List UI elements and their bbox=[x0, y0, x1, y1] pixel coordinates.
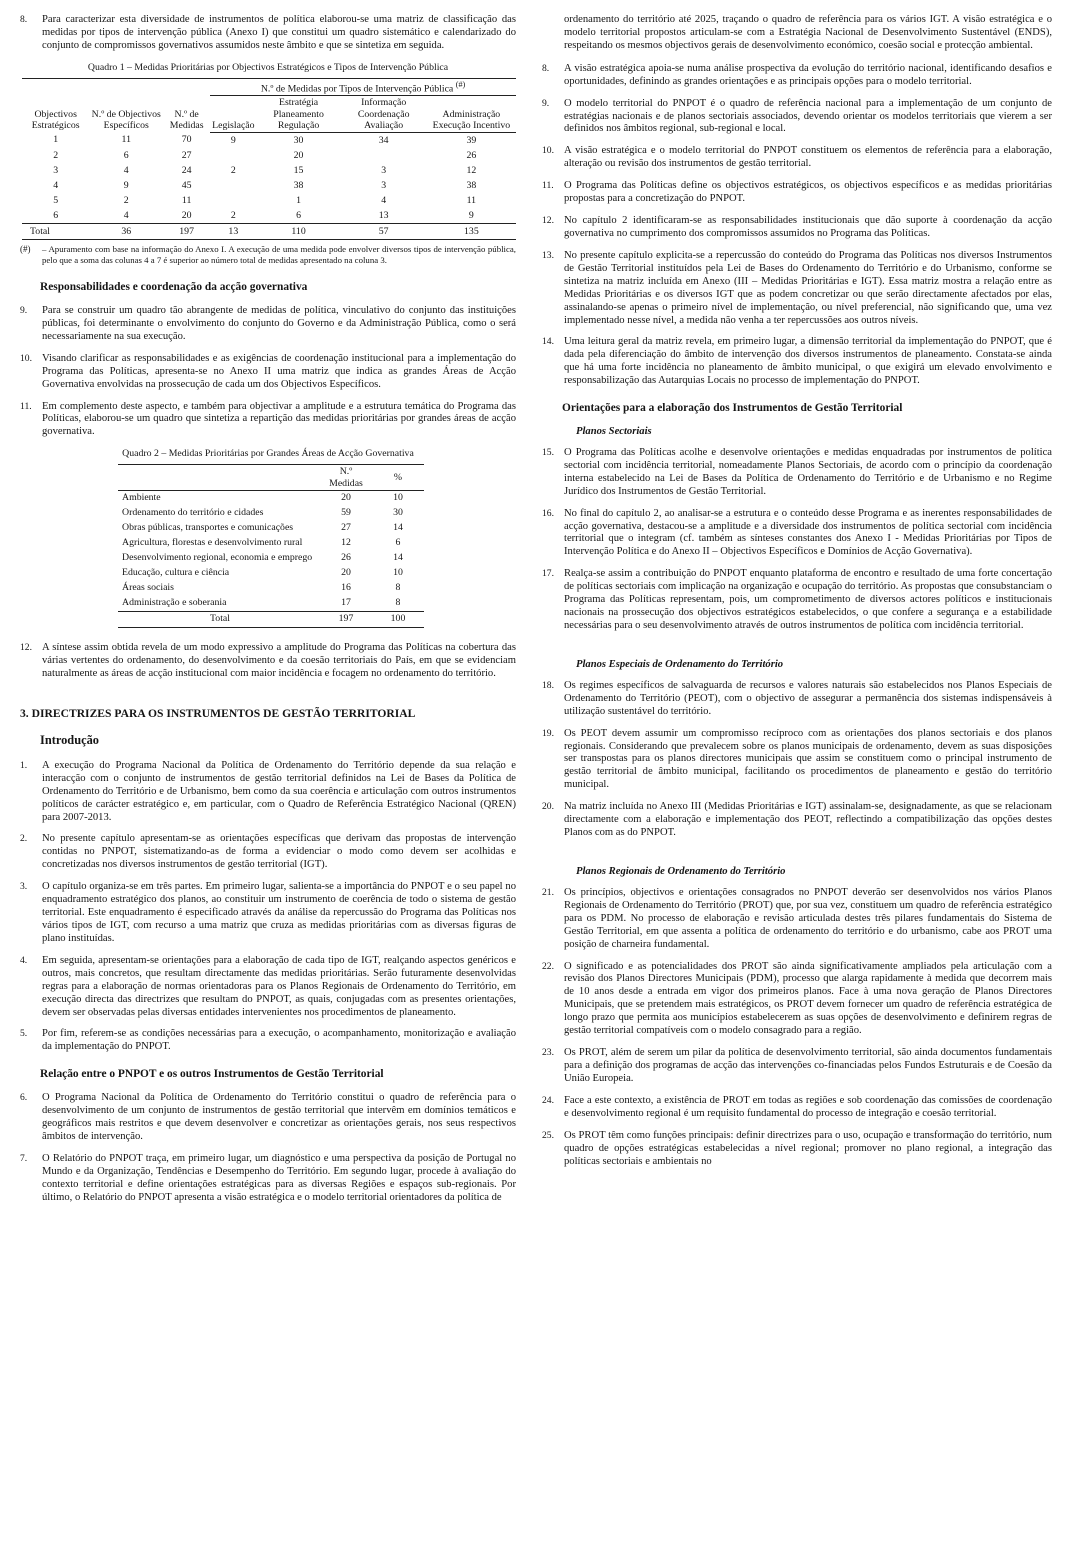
paragraph-10 bbox=[542, 145, 1052, 171]
table-row bbox=[118, 521, 424, 536]
paragraph-number: 8. bbox=[20, 14, 28, 25]
col-header-informacao: Informação Coordenação Avaliação bbox=[341, 96, 427, 133]
paragraph-text: A visão estratégica e o modelo territorial do PNPOT constituem os elementos de referência para a elaboração, alteração ou revisão dos instrumentos de gestão territorial. bbox=[564, 145, 1052, 170]
paragraph-number: 10. bbox=[542, 145, 554, 157]
table-cell-obj: 6 bbox=[53, 209, 59, 221]
paragraph-text: A visão estratégica apoia-se numa análise prospectiva da evolução do território nacional, identificando desafios e oportunidades, definindo as grandes orientações e as principais opções para o modelo territorial. bbox=[564, 62, 1052, 87]
table-cell-inf: 34 bbox=[378, 134, 389, 146]
paragraph-text: Realça-se assim a contribuição do PNPOT enquanto plataforma de encontro e resultado de uma forte concertação de políticas sectoriais com implicação na organização e ocupação do território. As propostas que consubstanciam o Programa das Políticas representam, pois, um comprometimento de diversos actores políticos e institucionais nacionais na prossecução dos objectivos estratégicos estabelecidos, o que confere a segurança e a estabilidade necessárias para o seu desenvolvimento através de outros instrumentos de política com incidência territorial. bbox=[564, 568, 1052, 632]
col-header-n-objectivos: N.º de Objectivos Específicos bbox=[89, 78, 163, 132]
table-total-cell-adm: 135 bbox=[427, 224, 516, 240]
intro-paragraph-1 bbox=[20, 760, 516, 825]
paragraph-20 bbox=[542, 801, 1052, 840]
table-cell-adm: 26 bbox=[466, 149, 477, 161]
paragraph-number: 6. bbox=[20, 1092, 28, 1104]
table-row bbox=[22, 148, 516, 163]
paragraph-8 bbox=[542, 63, 1052, 89]
paragraph-25 bbox=[542, 1130, 1052, 1169]
table-total-n: 197 bbox=[320, 611, 372, 627]
table-total-cell-leg: 13 bbox=[210, 224, 256, 240]
table-cell-area: Obras públicas, transportes e comunicações bbox=[122, 522, 294, 534]
table-cell-pct: 14 bbox=[393, 552, 403, 564]
table-cell-area: Administração e soberania bbox=[122, 597, 227, 609]
table-row bbox=[22, 133, 516, 149]
paragraph-number: 19. bbox=[542, 727, 554, 739]
paragraph-text: O significado e as potencialidades dos PROT são ainda significativamente ampliados pela articulação com a revisão dos Planos Directores Municipais (PDM), processo que alarga rapidamente à medida que decorrem mais de 10 anos desde a entrada em vigor dos primeiros planos. Face à uma nova geração de Planos Directores Municipais, que se pretendem mais estratégicos, os PROT devem fornecer um quadro de referência estratégica de longo prazo que permita aos municípios estabelecerem as suas opções de desenvolvimento e definirem regras de gestão territorial compatíveis com o modelo consagrado para a região. bbox=[564, 960, 1052, 1037]
col-group-header bbox=[210, 78, 516, 96]
paragraph-number: 5. bbox=[20, 1028, 28, 1040]
table-cell-inf bbox=[341, 148, 427, 163]
paragraph-16 bbox=[542, 508, 1052, 560]
paragraph-number: 18. bbox=[542, 679, 554, 691]
paragraph-text: No capítulo 2 identificaram-se as responsabilidades institucionais que dão suporte à coordenação da acção governativa no cumprimento dos compromissos assumidos no Programa das Políticas. bbox=[564, 215, 1052, 239]
table-row bbox=[118, 490, 424, 506]
table-cell-n: 26 bbox=[341, 552, 351, 564]
paragraph-18 bbox=[542, 680, 1052, 719]
paragraph-number: 25. bbox=[542, 1129, 554, 1141]
table-cell-inf: 4 bbox=[381, 194, 387, 206]
paragraph-text: Em complemento deste aspecto, e também para objectivar a amplitude e a estrutura temática do Programa das Políticas, elaborou-se um quadro que sintetiza a repartição das medidas prioritárias por grandes áreas de acção governativa. bbox=[42, 400, 516, 438]
paragraph-text: Em seguida, apresentam-se orientações para a elaboração de cada tipo de IGT, realçando aspectos genéricos e outros, mais concretos, que resultam directamente das medidas prioritárias. Serão futuramente desenvolvidas regras para a elaboração de normas orientadoras para os Planos Regionais de Ordenamento do Território, em execução directa das directrizes que resultam do PNPOT, as quais, conjugadas com as presentes orientações, devem ser observadas pelas diversas entidades intervenientes nos procedimentos de planeamento. bbox=[42, 954, 516, 1018]
table-row bbox=[118, 596, 424, 612]
paragraph-text: A execução do Programa Nacional da Política de Ordenamento do Território depende da sua relação e interacção com o conjunto de instrumentos de gestão territorial definidos na Lei de Bases da Política de Ordenamento do Território e de Urbanismo, bem como da sua coerência e articulação com outros instrumentos políticos de carácter estratégico e, em particular, com o Quadro de Referência Estratégico Nacional (QREN) para 2007-2013. bbox=[42, 759, 516, 823]
table-total-cell-med: 197 bbox=[163, 224, 210, 240]
col-header-n-medidas: N.º de Medidas bbox=[163, 78, 210, 132]
table-total-row bbox=[118, 611, 424, 627]
heading-relacao: Relação entre o PNPOT e os outros Instrumentos de Gestão Territorial bbox=[40, 1068, 384, 1081]
right-column bbox=[542, 14, 1052, 1177]
paragraph-number: 16. bbox=[542, 507, 554, 519]
table-cell-area: Educação, cultura e ciência bbox=[122, 567, 230, 579]
paragraph-text: O Relatório do PNPOT traça, em primeiro lugar, um diagnóstico e uma perspectiva da posição de Portugal no Mundo e da Organização, Tendências e Desempenho do Território. Em segundo lugar, procede à avaliação do contexto territorial e define orientações estratégicas para as diversas Regiões e espaços sub-regionais. Por último, o Relatório do PNPOT apresenta a visão estratégica e o modelo territorial orientadores da política de bbox=[42, 1152, 516, 1203]
paragraph-7-continuation: ordenamento do território até 2025, traçando o quadro de referência para os vários IGT. A visão estratégica e o modelo territorial propostos articulam-se com a Estratégia Nacional de Desenvolvimento Sustentável (ENDS), respeitando os mesmos objectivos gerais de desenvolvimento económico, coesão social e protecção ambiental. bbox=[564, 14, 1052, 51]
paragraph-number: 1. bbox=[20, 759, 28, 771]
paragraph-number: 4. bbox=[20, 954, 28, 966]
note-mark: (#) bbox=[20, 244, 31, 255]
paragraph-24 bbox=[542, 1095, 1052, 1121]
table-cell-esp: 6 bbox=[123, 149, 129, 161]
paragraph-text: O capítulo organiza-se em três partes. Em primeiro lugar, salienta-se a importância do PNPOT e o seu papel no enquadramento estratégico dos planos, ao constituir um instrumento de coerência de todo o sistema de gestão territorial. Este enquadramento é especificado através da análise da repercussão do Programa das Políticas nos vários tipos de IGT, com recurso a uma matriz que cruza as medidas prioritárias com as diversas figuras de plano instituídas. bbox=[42, 881, 516, 944]
subheading-peot: Planos Especiais de Ordenamento do Território bbox=[576, 658, 784, 670]
table-row bbox=[118, 581, 424, 596]
col-header-legislacao: Legislação bbox=[210, 96, 256, 133]
paragraph-12 bbox=[542, 215, 1052, 241]
table-cell-adm: 11 bbox=[466, 194, 477, 206]
paragraph-10 bbox=[20, 353, 516, 392]
paragraph-text: Os princípios, objectivos e orientações consagrados no PNPOT deverão ser desenvolvidos nos vários Planos Regionais de Ordenamento do Território (PROT) que, por sua vez, constituem um quadro de referência estratégico para os PDM. No processo de elaboração e revisão articulada destes três pilares fundamentais do Sistema de Gestão Territorial, em que assenta a política de ordenamento do território e do urbanismo, cabe aos PROT uma posição de charneira fundamental. bbox=[564, 886, 1052, 950]
col-header-estrategia: Estratégia Planeamento Regulação bbox=[257, 96, 341, 133]
paragraph-text: Os PEOT devem assumir um compromisso recíproco com as orientações dos planos sectoriais e dos planos regionais. Considerando que prevalecem sobre os planos municipais de ordenamento, devem as suas disposições ser transpostas para os planos directores municipais que assim se constituem como o principal instrumento de gestão territorial de âmbito municipal, facilitando os procedimentos de planeamento e gestão do território municipal. bbox=[564, 727, 1052, 791]
paragraph-number: 3. bbox=[20, 881, 28, 893]
paragraph-text: Os PROT têm como funções principais: definir directrizes para o uso, ocupação e transformação do território, num quadro de opções estratégicas estabelecidas a nível regional; promover no plano regional, a integração das políticas sectoriais e ambientais no bbox=[564, 1129, 1052, 1167]
intro-paragraph-5 bbox=[20, 1028, 516, 1054]
paragraph-text: Para se construir um quadro tão abrangente de medidas de política, vinculativo do conjunto das instituições públicas, foi determinante o envolvimento do conjunto do Governo e da Administração Pública, como o será necessariamente na sua execução. bbox=[42, 305, 516, 342]
table-cell-pct: 8 bbox=[395, 597, 401, 609]
note-text: – Apuramento com base na informação do Anexo I. A execução de uma medida pode envolver diversos tipos de intervenção pública, pelo que a soma das colunas 4 a 7 é superior ao número total de medidas apresentado na coluna 3. bbox=[42, 244, 516, 265]
paragraph-12 bbox=[20, 642, 516, 681]
paragraph-number: 20. bbox=[542, 801, 554, 813]
paragraph-number: 11. bbox=[20, 400, 32, 412]
table-row bbox=[118, 551, 424, 566]
table-cell-pct: 10 bbox=[393, 567, 403, 579]
table-cell-inf: 3 bbox=[381, 179, 387, 191]
paragraph-text: Na matriz incluída no Anexo III (Medidas Prioritárias e IGT) assinalam-se, designadamente, as que se relacionam directamente com a elaboração e implementação dos PEOT, reflectindo a compatibilização das opções destes Planos com as do PNPOT. bbox=[564, 801, 1052, 839]
paragraph-text: O Programa das Políticas acolhe e desenvolve orientações e medidas enquadradas por instrumentos de política sectorial com incidência territorial, nomeadamente Planos Sectoriais, de acordo com o princípio da coordenação interna estabelecido na Lei de Bases da Política de Ordenamento do Território e de Urbanismo e no Regime Jurídico dos Instrumentos de Gestão Territorial. bbox=[564, 446, 1052, 497]
table-cell-esp: 11 bbox=[121, 134, 131, 146]
paragraph-23 bbox=[542, 1047, 1052, 1086]
table-row bbox=[118, 536, 424, 551]
table-cell-area: Ambiente bbox=[122, 492, 161, 504]
table-cell-obj: 2 bbox=[53, 149, 59, 161]
table-cell-pct: 14 bbox=[393, 522, 403, 534]
paragraph-number: 15. bbox=[542, 446, 554, 458]
table-cell-est: 38 bbox=[293, 179, 304, 191]
paragraph-text: Por fim, referem-se as condições necessárias para a execução, o acompanhamento, monitorização e avaliação da implementação do PNPOT. bbox=[42, 1028, 516, 1053]
table-cell-pct: 10 bbox=[393, 492, 403, 504]
table-cell-pct: 30 bbox=[393, 507, 403, 519]
paragraph-9 bbox=[542, 98, 1052, 137]
table-cell-leg: 2 bbox=[230, 209, 236, 221]
paragraph-6 bbox=[20, 1092, 516, 1144]
table-row bbox=[22, 208, 516, 224]
table-cell-med: 27 bbox=[181, 149, 192, 161]
heading-introducao: Introdução bbox=[40, 732, 99, 747]
table-cell-leg: 2 bbox=[230, 164, 236, 176]
paragraph-9 bbox=[20, 305, 516, 344]
table-cell-leg bbox=[210, 193, 256, 208]
table-cell-obj: 3 bbox=[53, 164, 59, 176]
paragraph-number: 12. bbox=[542, 215, 554, 227]
paragraph-text: Os PROT, além de serem um pilar da política de desenvolvimento territorial, são ainda documentos fundamentais para a definição dos programas de acção das intervenções co-financiadas pelos Fundos Estruturais e de Coesão da União Europeia. bbox=[564, 1047, 1052, 1084]
paragraph-11 bbox=[542, 180, 1052, 206]
table-cell-area: Áreas sociais bbox=[122, 582, 174, 594]
paragraph-number: 24. bbox=[542, 1094, 554, 1106]
paragraph-number: 21. bbox=[542, 886, 554, 898]
paragraph-number: 13. bbox=[542, 249, 554, 261]
table-total-pct: 100 bbox=[372, 611, 424, 627]
table-cell-esp: 4 bbox=[123, 209, 129, 221]
table-total-row bbox=[22, 224, 516, 240]
paragraph-17 bbox=[542, 568, 1052, 633]
paragraph-text: No presente capítulo apresentam-se as orientações específicas que derivam das propostas de intervenção contidas no PNPOT, sistematizando-as de forma a evidenciar o modo como devem ser acolhidas e concretizadas nos diversos instrumentos de gestão territorial (IGT). bbox=[42, 833, 516, 871]
paragraph-text: O Programa Nacional da Política de Ordenamento do Território constitui o quadro de referência para o desenvolvimento de um conjunto de instrumentos de gestão territorial que intervêm em domínios temáticos e geográficos mais restritos e que devem desenvolver e concretizar as orientações gerais, nos seus respectivos âmbitos de intervenção. bbox=[42, 1092, 516, 1142]
subheading-prot: Planos Regionais de Ordenamento do Território bbox=[576, 866, 786, 877]
table-cell-leg bbox=[210, 178, 256, 193]
paragraph-14 bbox=[542, 336, 1052, 388]
col-header-n-medidas: N.º Medidas bbox=[320, 465, 372, 491]
paragraph-19 bbox=[542, 728, 1052, 793]
paragraph-7 bbox=[20, 1153, 516, 1205]
paragraph-number: 23. bbox=[542, 1047, 554, 1059]
paragraph-8 bbox=[20, 14, 516, 53]
table-cell-med: 45 bbox=[181, 179, 192, 191]
table-cell-inf: 13 bbox=[378, 209, 389, 221]
paragraph-text: No final do capítulo 2, ao analisar-se a estrutura e o conteúdo desse Programa e as inerentes responsabilidades de acção governativa, destacou-se a amplitude e a diversidade dos instrumentos de política sectorial com incidência territorial que o integram (cf. também as sínteses constantes dos Anexo I - Medidas Prioritárias por Tipos de Intervenção Política e do Anexo II – Objectivos Específicos e Domínios de Acção Governativa). bbox=[564, 507, 1052, 558]
table-total-cell-esp: 36 bbox=[89, 224, 163, 240]
heading-orientacoes: Orientações para a elaboração dos Instrumentos de Gestão Territorial bbox=[562, 402, 903, 415]
paragraph-text: O Programa das Políticas define os objectivos estratégicos, os objectivos específicos e as medidas prioritárias propostas para a concretização do PNPOT. bbox=[564, 180, 1052, 205]
paragraph-number: 2. bbox=[20, 833, 28, 845]
paragraph-number: 14. bbox=[542, 336, 554, 348]
paragraph-text: Visando clarificar as responsabilidades e as exigências de coordenação institucional para a implementação do Programa das Políticas, apresenta-se no Anexo II uma matriz que indica as grandes Áreas de Acção Governativa envolvidas na prossecução de cada um dos Objectivos Específicos. bbox=[42, 352, 516, 390]
table-cell-adm: 12 bbox=[466, 164, 477, 176]
table-cell-n: 27 bbox=[341, 522, 351, 534]
table-cell-n: 59 bbox=[341, 507, 351, 519]
paragraph-text: O modelo territorial do PNPOT é o quadro de referência nacional para a implementação de um conjunto de estratégias nacionais e de planos sectoriais associados, devendo orientar os modelos territoriais que vierem a ser definidos nos âmbitos regional, sub-regional e local. bbox=[564, 97, 1052, 135]
table-cell-pct: 8 bbox=[395, 582, 401, 594]
table-cell-adm: 38 bbox=[466, 179, 477, 191]
table-cell-leg: 9 bbox=[230, 134, 236, 146]
paragraph-text: Os regimes específicos de salvaguarda de recursos e valores naturais são estabelecidos nos Planos Especiais de Ordenamento do Território (PEOT), com o objectivo de assegurar a permanência dos sistemas indispensáveis à utilização sustentável do território. bbox=[564, 679, 1052, 717]
left-column bbox=[20, 14, 516, 1214]
table-cell-est: 6 bbox=[296, 209, 302, 221]
table-cell-n: 20 bbox=[341, 492, 351, 504]
table-cell-med: 24 bbox=[181, 164, 192, 176]
table-cell-n: 20 bbox=[341, 567, 351, 579]
group-header-mark: (#) bbox=[455, 79, 466, 89]
table-cell-esp: 4 bbox=[123, 164, 129, 176]
table-total-cell-est: 110 bbox=[257, 224, 341, 240]
intro-paragraph-2 bbox=[20, 833, 516, 872]
table-cell-area: Desenvolvimento regional, economia e emprego bbox=[122, 552, 313, 564]
table-total-cell-obj: Total bbox=[22, 224, 89, 240]
table-cell-area: Ordenamento do território e cidades bbox=[122, 507, 264, 519]
intro-paragraph-4 bbox=[20, 955, 516, 1020]
table-total-cell-inf: 57 bbox=[341, 224, 427, 240]
group-header-text: N.º de Medidas por Tipos de Intervenção Pública bbox=[260, 82, 454, 94]
col-header-area bbox=[118, 465, 320, 491]
table-cell-esp: 2 bbox=[123, 194, 129, 206]
table-cell-med: 70 bbox=[181, 134, 192, 146]
table-cell-inf: 3 bbox=[381, 164, 387, 176]
paragraph-number: 7. bbox=[20, 1152, 28, 1164]
intro-paragraph-3 bbox=[20, 881, 516, 946]
paragraph-text: A síntese assim obtida revela de um modo expressivo a amplitude do Programa das Políticas na cobertura das várias vertentes do ordenamento, do desenvolvimento e da coesão territoriais do País, em que se evidenciam naturalmente as áreas de acção institucional com maior incidência e focagem no ordenamento do território. bbox=[42, 641, 516, 679]
paragraph-number: 11. bbox=[542, 180, 554, 192]
table-cell-med: 20 bbox=[181, 209, 192, 221]
table-row bbox=[118, 566, 424, 581]
table-medidas-objectivos bbox=[22, 78, 516, 240]
table-cell-area: Agricultura, florestas e desenvolvimento rural bbox=[122, 537, 303, 549]
col-header-pct: % bbox=[372, 465, 424, 491]
paragraph-15 bbox=[542, 447, 1052, 499]
table-cell-est: 1 bbox=[296, 194, 302, 206]
chapter-title: 3. DIRECTRIZES PARA OS INSTRUMENTOS DE GESTÃO TERRITORIAL bbox=[20, 706, 416, 720]
table-medidas-areas bbox=[118, 464, 424, 628]
table-row bbox=[118, 506, 424, 521]
table-cell-adm: 39 bbox=[466, 134, 477, 146]
table-row bbox=[22, 163, 516, 178]
paragraph-number: 9. bbox=[542, 97, 550, 109]
table-cell-n: 12 bbox=[341, 537, 351, 549]
table1-note bbox=[20, 244, 516, 265]
table2-body bbox=[118, 490, 424, 627]
table-row bbox=[22, 178, 516, 193]
table-cell-n: 16 bbox=[341, 582, 351, 594]
table-cell-obj: 1 bbox=[53, 134, 59, 146]
table-cell-adm: 9 bbox=[468, 209, 474, 221]
table-cell-med: 11 bbox=[181, 194, 192, 206]
table-cell-pct: 6 bbox=[395, 537, 401, 549]
subheading-planos-sectoriais: Planos Sectoriais bbox=[576, 426, 652, 438]
table-cell-n: 17 bbox=[341, 597, 351, 609]
paragraph-13 bbox=[542, 250, 1052, 328]
table-total-label: Total bbox=[118, 611, 320, 627]
table-cell-obj: 5 bbox=[53, 194, 59, 206]
col-header-administracao: Administração Execução Incentivo bbox=[427, 96, 516, 133]
paragraph-21 bbox=[542, 887, 1052, 952]
table-cell-leg bbox=[210, 148, 256, 163]
table2-caption: Quadro 2 – Medidas Prioritárias por Grandes Áreas de Acção Governativa bbox=[122, 448, 414, 460]
table-cell-esp: 9 bbox=[123, 179, 129, 191]
paragraph-text: Face a este contexto, a existência de PROT em todas as regiões e sob coordenação das comissões de coordenação e desenvolvimento regional é um requisito fundamental do processo de integração e coesão territorial. bbox=[564, 1094, 1052, 1119]
paragraph-text: Para caracterizar esta diversidade de instrumentos de política elaborou-se uma matriz de classificação das medidas por tipos de intervenção pública (Anexo I) que constitui um quadro sistemático e calendarizado do conjunto de compromissos governativos assumidos neste âmbito e que se sintetiza em seguida. bbox=[42, 14, 516, 51]
table-cell-est: 20 bbox=[293, 149, 304, 161]
table1-body bbox=[22, 133, 516, 240]
col-header-objectivos: Objectivos Estratégicos bbox=[22, 78, 89, 132]
table-row bbox=[22, 193, 516, 208]
table-cell-est: 30 bbox=[293, 134, 304, 146]
heading-responsabilidades: Responsabilidades e coordenação da acção governativa bbox=[40, 281, 308, 294]
paragraph-number: 22. bbox=[542, 960, 554, 972]
table1-caption: Quadro 1 – Medidas Prioritárias por Objectivos Estratégicos e Tipos de Intervenção Pública bbox=[87, 61, 449, 73]
paragraph-11 bbox=[20, 401, 516, 440]
paragraph-22 bbox=[542, 961, 1052, 1039]
paragraph-number: 12. bbox=[20, 641, 32, 653]
table-cell-est: 15 bbox=[293, 164, 304, 176]
paragraph-number: 8. bbox=[542, 62, 550, 74]
paragraph-text: No presente capítulo explicita-se a repercussão do conteúdo do Programa das Políticas nos diversos Instrumentos de Gestão Territorial instituídos pela Lei de Bases do Ordenamento do Território e do Urbanismo, conforme se sintetiza na matriz incluída em Anexo (III – Medidas Prioritárias e IGT). Essa matriz mostra a relação entre as Medidas Prioritárias e os diversos IGT que as podem concretizar ou que serão directamente afectados por elas, assinalando-se apenas o primeiro nível de implementação, ou nível preferencial, não significando que, uma vez implementado nesse nível, a medida não venha a ter repercussões aos outros níveis. bbox=[564, 249, 1052, 326]
paragraph-number: 10. bbox=[20, 352, 32, 364]
paragraph-number: 9. bbox=[20, 305, 28, 317]
paragraph-number: 17. bbox=[542, 568, 554, 580]
paragraph-text: Uma leitura geral da matriz revela, em primeiro lugar, a dimensão territorial da implementação do PNPOT, que é dada pela diferenciação do âmbito de intervenção dos diversos instrumentos de planeamento. Constata-se ainda que há uma forte incidência no planeamento de âmbito municipal, o que exigirá um elevado envolvimento e responsabilização das Autarquias Locais no processo de implementação do PNPOT. bbox=[564, 336, 1052, 387]
table-cell-obj: 4 bbox=[53, 179, 59, 191]
